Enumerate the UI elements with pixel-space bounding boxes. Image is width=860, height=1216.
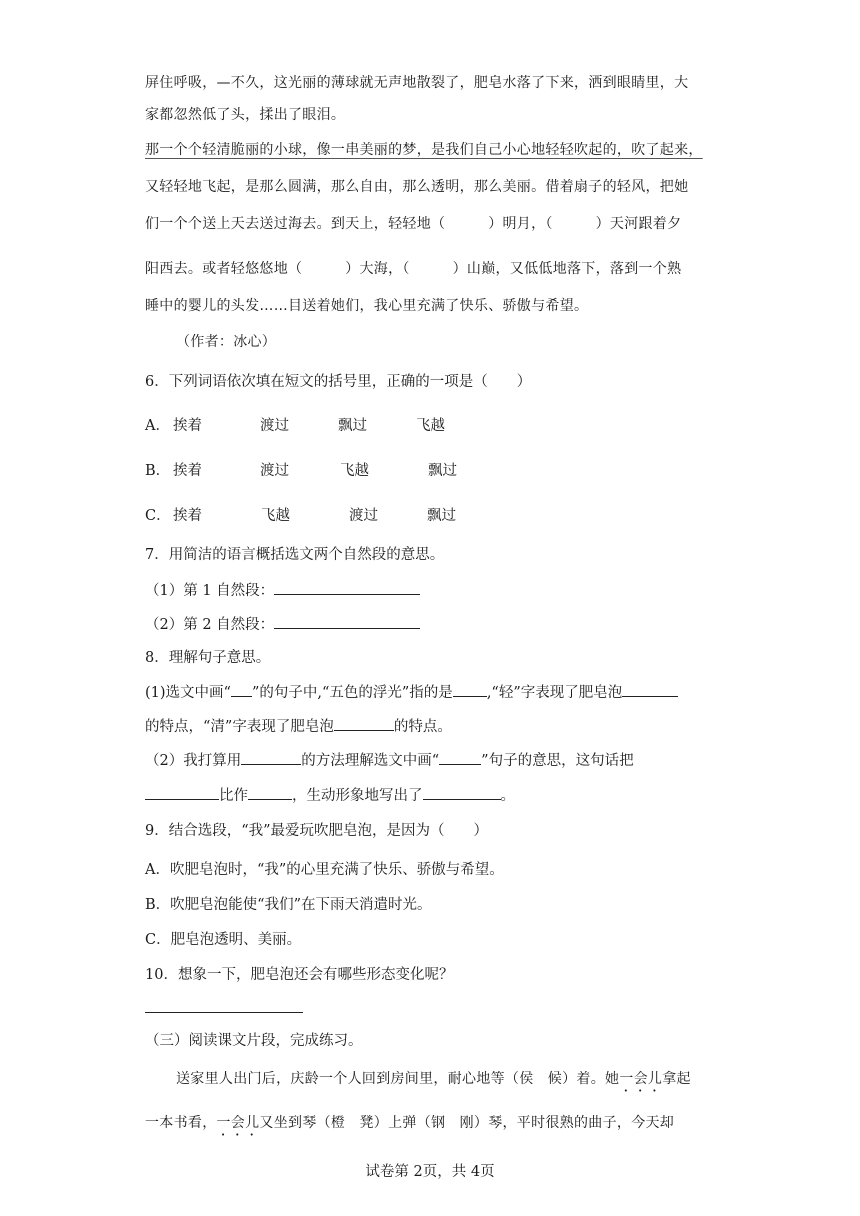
answer-blank[interactable] [241, 750, 301, 765]
passage-author: （作者：冰心） [176, 334, 277, 350]
q8-text: (1)选文中画“ [145, 685, 231, 701]
q10-stem: 10．想象一下，肥皂泡还会有哪些形态变化呢？ [145, 967, 454, 983]
q6-option-a[interactable] [145, 416, 445, 436]
section3-heading: （三）阅读课文片段，完成练习。 [145, 1033, 363, 1049]
option-word: 挨着 [173, 508, 202, 524]
q8-sub2-line1 [145, 750, 634, 771]
q8-text: 比作 [219, 788, 248, 804]
option-word: 渡过 [349, 508, 378, 524]
option-letter: C． [145, 508, 171, 524]
answer-blank[interactable] [274, 580, 420, 595]
passage-p2-line1-underlined: 那一个个轻清脆丽的小球，像一串美丽的梦，是我们自己小心地轻轻吹起的，吹了起来， [145, 142, 703, 158]
q8-stem: 8．理解句子意思。 [145, 650, 271, 666]
q8-text: 的特点，“清”字表现了肥皂泡 [145, 719, 334, 735]
q7-sub1 [145, 580, 420, 601]
q7-sub2-label: （2）第 2 自然段： [145, 617, 275, 633]
option-word: 渡过 [260, 418, 289, 434]
answer-blank[interactable] [145, 785, 219, 800]
section3-dotted-word: 一会儿 [619, 1071, 663, 1087]
section3-text: 一本书看， [145, 1115, 217, 1131]
q10-answer-line[interactable] [145, 1012, 303, 1013]
q6-stem: 6．下列词语依次填在短文的括号里，正确的一项是（ ） [145, 374, 532, 390]
section3-dotted-word: 一会儿 [216, 1115, 260, 1131]
section3-line1 [176, 1069, 691, 1095]
q8-text: 的方法理解选文中画“ [301, 753, 440, 769]
q8-sub1-line1 [145, 682, 678, 703]
passage-p2-line4: 阳西去。或者轻悠悠地（ ）大海，（ ）山巅，又低低地落下，落到一个熟 [145, 261, 682, 277]
passage-p2-line5: 睡中的婴儿的头发……目送着她们，我心里充满了快乐、骄傲与希望。 [145, 298, 589, 314]
passage-p1-line1: 屏住呼吸，—不久，这光丽的薄球就无声地散裂了，肥皂水落了下来，洒到眼睛里，大 [145, 75, 689, 91]
option-word: 渡过 [260, 463, 289, 479]
q8-text: ”的句子中,“五色的浮光”指的是 [251, 685, 453, 701]
q8-sub2-line2 [145, 785, 515, 806]
option-word: 飘过 [338, 418, 367, 434]
passage-p1-line2: 家都忽然低了头，揉出了眼泪。 [145, 107, 346, 123]
answer-blank[interactable] [274, 614, 420, 629]
q9-option-c[interactable]: C．肥皂泡透明、美丽。 [145, 932, 302, 948]
option-word: 飞越 [340, 463, 369, 479]
q9-option-b[interactable]: B．吹肥皂泡能使“我们”在下雨天消遣时光。 [145, 897, 432, 913]
q7-sub2 [145, 614, 420, 635]
q6-option-b[interactable] [145, 461, 457, 481]
option-word: 飘过 [428, 463, 457, 479]
answer-blank[interactable] [423, 785, 501, 800]
option-word: 挨着 [173, 418, 202, 434]
q8-text: ”句子的意思，这句话把 [481, 753, 634, 769]
answer-blank[interactable] [453, 682, 487, 697]
q7-sub1-label: （1）第 1 自然段： [145, 583, 275, 599]
section3-text: 又坐到琴（橙 凳）上弹（钢 刚）琴，平时很熟的曲子，今天却 [259, 1115, 675, 1131]
option-letter: A． [145, 418, 170, 434]
answer-blank[interactable] [248, 785, 292, 800]
option-word: 飞越 [416, 418, 445, 434]
q8-text: 。 [500, 788, 515, 804]
q6-option-c[interactable] [145, 506, 456, 526]
option-word: 飞越 [261, 508, 290, 524]
answer-blank[interactable] [334, 716, 394, 731]
q8-text: （2）我打算用 [145, 753, 242, 769]
q8-text: ，生动形象地写出了 [292, 788, 423, 804]
answer-blank[interactable] [622, 682, 678, 697]
section3-text: 送家里人出门后，庆龄一个人回到房间里，耐心地等（侯 候）着。她 [176, 1071, 620, 1087]
option-word: 飘过 [427, 508, 456, 524]
q7-stem: 7．用简洁的语言概括选文两个自然段的意思。 [145, 547, 445, 563]
answer-blank[interactable] [231, 682, 252, 697]
q8-sub1-line2 [145, 716, 452, 737]
q8-text: 的特点。 [393, 719, 452, 735]
section3-text: 拿起 [662, 1071, 691, 1087]
option-letter: B． [145, 463, 171, 479]
q8-text: ,“轻”字表现了肥皂泡 [486, 685, 623, 701]
q9-stem: 9．结合选段，“我”最爱玩吹肥皂泡，是因为（ ） [145, 823, 489, 839]
option-word: 挨着 [173, 463, 202, 479]
passage-p2-line3: 们一个个送上天去送过海去。到天上，轻轻地（ ）明月，（ ）天河跟着夕 [145, 216, 682, 232]
passage-p2-line2: 又轻轻地飞起，是那么圆满，那么自由，那么透明，那么美丽。借着扇子的轻风，把她 [145, 179, 689, 195]
answer-blank[interactable] [439, 750, 481, 765]
page-footer: 试卷第 2页，共 4页 [365, 1164, 495, 1180]
q9-option-a[interactable]: A．吹肥皂泡时，“我”的心里充满了快乐、骄傲与希望。 [145, 862, 504, 878]
section3-line2 [145, 1113, 674, 1139]
